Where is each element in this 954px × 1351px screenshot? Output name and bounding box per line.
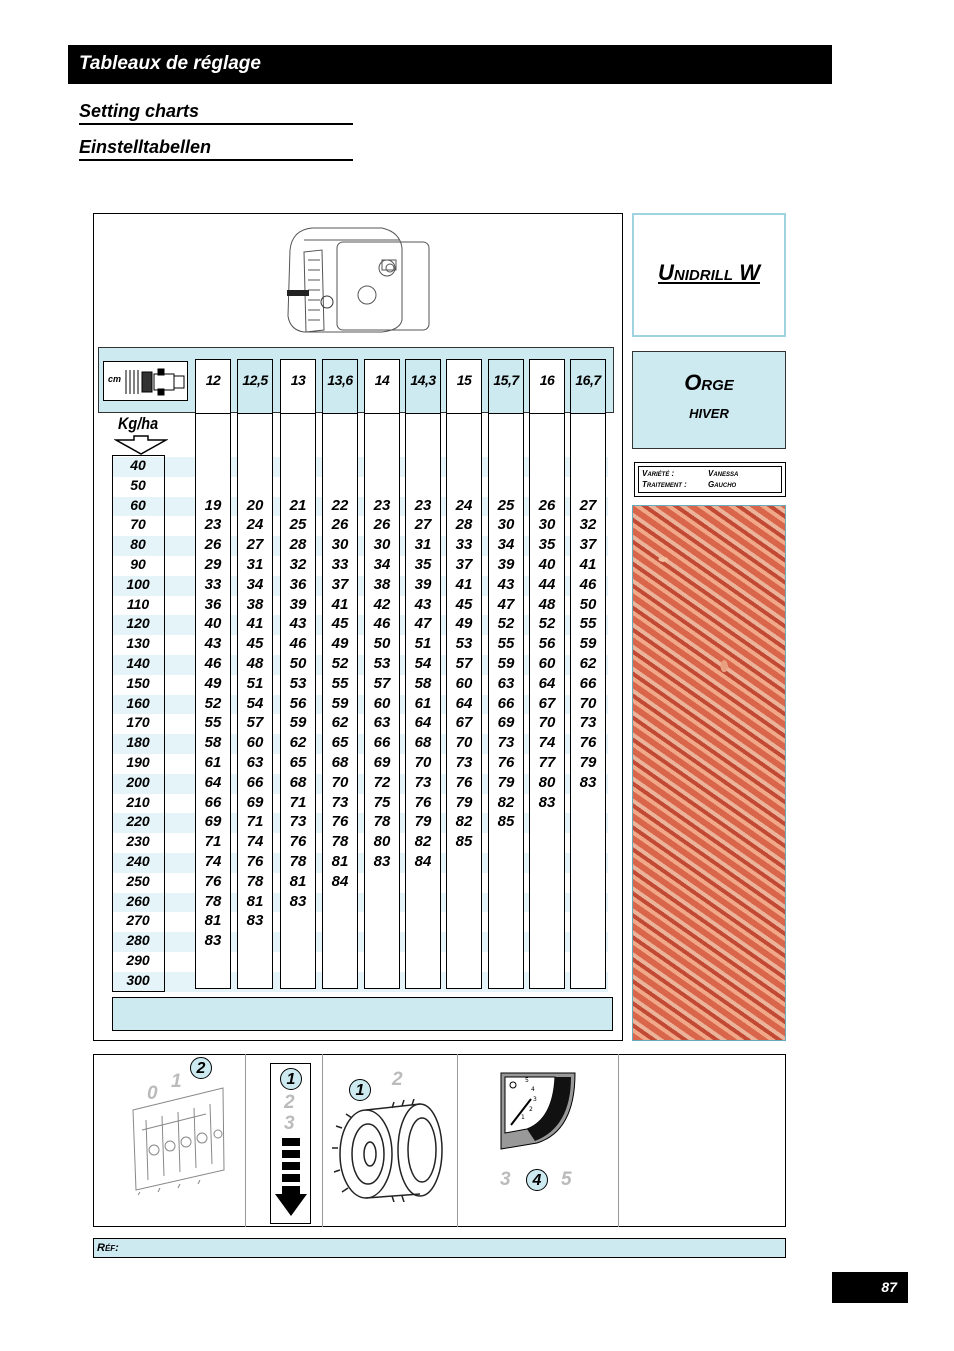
table-cell: 37 <box>579 536 597 554</box>
table-cell: 57 <box>246 714 264 732</box>
table-cell: 79 <box>455 793 473 811</box>
table-cell: 27 <box>246 536 264 554</box>
table-cell: 70 <box>414 754 432 771</box>
table-cell: 61 <box>204 754 222 771</box>
table-cell: 27 <box>414 516 432 534</box>
table-cell: 80 <box>373 833 391 851</box>
table-cell: 60 <box>373 694 391 712</box>
table-cell: 34 <box>497 536 515 554</box>
ladder-step-2: 2 <box>284 1092 295 1113</box>
table-cell: 19 <box>204 496 222 514</box>
table-cell: 54 <box>414 655 432 672</box>
rate-label: 240 <box>126 853 150 869</box>
table-cell: 47 <box>414 615 432 633</box>
table-cell: 26 <box>331 516 349 534</box>
table-cell: 35 <box>538 536 556 554</box>
table-cell: 33 <box>331 556 349 573</box>
table-cell: 62 <box>289 734 307 752</box>
table-cell: 50 <box>579 595 597 613</box>
table-cell: 36 <box>204 595 222 613</box>
rate-label: 50 <box>130 476 146 493</box>
table-cell: 41 <box>246 615 264 633</box>
table-cell: 51 <box>246 674 264 692</box>
table-cell: 71 <box>204 833 222 851</box>
table-cell: 21 <box>289 496 307 514</box>
table-cell: 81 <box>289 872 307 890</box>
column-header: 12,5 <box>238 360 272 414</box>
table-cell: 64 <box>538 674 556 692</box>
table-cell: 43 <box>204 635 222 653</box>
table-cell: 76 <box>497 754 515 771</box>
table-cell: 78 <box>204 892 222 910</box>
table-cell: 55 <box>579 615 597 633</box>
ref-label: Réf: <box>97 1242 119 1254</box>
table-cell: 33 <box>455 536 473 554</box>
rate-label: 170 <box>126 714 150 731</box>
table-cell: 56 <box>538 635 556 653</box>
table-cell: 60 <box>538 655 556 672</box>
table-cell: 68 <box>289 773 307 791</box>
table-cell: 48 <box>246 655 264 672</box>
rate-label: 290 <box>126 952 150 968</box>
table-cell: 63 <box>497 674 515 692</box>
variety-label: Variété : <box>642 469 675 478</box>
rate-label: 200 <box>126 773 150 790</box>
table-cell: 83 <box>538 793 556 811</box>
table-cell: 32 <box>579 516 597 534</box>
barley-seed-photo <box>632 505 786 1041</box>
subtitle-english: Setting charts <box>79 101 353 125</box>
table-cell: 43 <box>497 575 515 593</box>
table-cell: 83 <box>373 853 391 870</box>
table-cell: 83 <box>579 773 597 791</box>
table-cell: 55 <box>331 674 349 692</box>
table-cell: 79 <box>497 773 515 791</box>
table-cell: 59 <box>331 694 349 712</box>
table-cell: 24 <box>246 516 264 534</box>
table-cell: 81 <box>204 912 222 930</box>
table-cell: 69 <box>204 813 222 831</box>
table-cell: 73 <box>579 714 597 732</box>
table-cell: 45 <box>246 635 264 653</box>
table-cell: 76 <box>455 773 473 791</box>
table-cell: 76 <box>289 833 307 851</box>
ladder-step-3: 3 <box>284 1113 295 1134</box>
table-cell: 85 <box>497 813 515 831</box>
table-cell: 51 <box>414 635 432 653</box>
page-title: Tableaux de réglage <box>79 53 261 74</box>
table-cell: 85 <box>455 833 473 851</box>
rate-label: 260 <box>126 892 150 909</box>
column-header: 14,3 <box>406 360 440 414</box>
gearbox-digit-0: 0 <box>147 1083 158 1104</box>
table-cell: 73 <box>331 793 349 811</box>
table-cell: 23 <box>204 516 222 534</box>
table-cell: 76 <box>246 853 264 870</box>
table-cell: 78 <box>373 813 391 831</box>
svg-text:5: 5 <box>525 1077 529 1084</box>
table-cell: 46 <box>373 615 391 633</box>
table-cell: 58 <box>204 734 222 752</box>
table-cell: 38 <box>246 595 264 613</box>
table-cell: 53 <box>455 635 473 653</box>
table-cell: 82 <box>414 833 432 851</box>
table-cell: 65 <box>289 754 307 771</box>
table-cell: 23 <box>414 496 432 514</box>
table-cell: 72 <box>373 773 391 791</box>
table-cell: 66 <box>246 773 264 791</box>
metering-unit-illustration <box>282 220 432 345</box>
table-cell: 55 <box>497 635 515 653</box>
table-cell: 59 <box>497 655 515 672</box>
subtitle-german: Einstelltabellen <box>79 137 353 161</box>
table-cell: 42 <box>373 595 391 613</box>
crop-type: hiver <box>689 402 729 422</box>
table-cell: 48 <box>538 595 556 613</box>
table-cell: 67 <box>455 714 473 732</box>
title-bar <box>68 45 832 84</box>
table-cell: 74 <box>204 853 222 870</box>
kgha-label: Kg/ha <box>118 414 159 433</box>
table-cell: 22 <box>331 496 349 514</box>
drive-wheel-illustration <box>332 1098 450 1202</box>
column-header: 13,6 <box>323 360 357 414</box>
column-header: 12 <box>196 360 230 414</box>
table-cell: 63 <box>373 714 391 732</box>
cm-label: cm <box>108 374 122 384</box>
table-cell: 82 <box>455 813 473 831</box>
rate-label: 40 <box>130 457 146 473</box>
table-cell: 29 <box>204 556 222 573</box>
table-cell: 52 <box>331 655 349 672</box>
table-cell: 83 <box>204 932 222 950</box>
table-cell: 73 <box>289 813 307 831</box>
rate-label: 100 <box>126 575 150 592</box>
table-cell: 34 <box>246 575 264 593</box>
table-cell: 83 <box>246 912 264 930</box>
rate-label: 270 <box>126 912 150 929</box>
table-cell: 61 <box>414 694 432 712</box>
table-cell: 74 <box>538 734 556 752</box>
table-cell: 30 <box>538 516 556 534</box>
wheel-selected-badge: 1 <box>349 1079 371 1101</box>
table-cell: 26 <box>538 496 556 514</box>
table-cell: 73 <box>455 754 473 771</box>
rate-label: 120 <box>126 615 150 632</box>
dial-option-3: 3 <box>500 1169 511 1190</box>
table-cell: 69 <box>373 754 391 771</box>
tractor-icon <box>124 366 188 398</box>
rate-label: 60 <box>130 496 146 513</box>
rate-label: 230 <box>126 833 150 850</box>
table-cell: 70 <box>579 694 597 712</box>
table-cell: 45 <box>331 615 349 633</box>
table-cell: 31 <box>246 556 264 573</box>
table-cell: 75 <box>373 793 391 811</box>
table-cell: 33 <box>204 575 222 593</box>
variety-value: Vanessa <box>708 469 739 478</box>
table-cell: 45 <box>455 595 473 613</box>
column-header: 13 <box>281 360 315 414</box>
table-cell: 67 <box>538 694 556 712</box>
table-cell: 71 <box>246 813 264 831</box>
table-cell: 39 <box>497 556 515 573</box>
table-cell: 68 <box>414 734 432 752</box>
column-header: 15 <box>447 360 481 414</box>
table-cell: 74 <box>246 833 264 851</box>
page-number: 87 <box>881 1279 897 1295</box>
gearbox-selected-badge: 2 <box>190 1057 212 1079</box>
table-cell: 35 <box>414 556 432 573</box>
table-cell: 49 <box>204 674 222 692</box>
table-cell: 39 <box>289 595 307 613</box>
table-cell: 66 <box>204 793 222 811</box>
table-cell: 54 <box>246 694 264 712</box>
table-cell: 66 <box>579 674 597 692</box>
dial-selected-badge: 4 <box>526 1169 548 1191</box>
rate-label: 140 <box>126 655 150 671</box>
table-cell: 69 <box>246 793 264 811</box>
table-cell: 77 <box>538 754 556 771</box>
table-cell: 53 <box>373 655 391 672</box>
column-header: 16,7 <box>571 360 605 414</box>
table-cell: 41 <box>579 556 597 573</box>
table-cell: 64 <box>414 714 432 732</box>
table-cell: 76 <box>579 734 597 752</box>
table-cell: 84 <box>414 853 432 870</box>
table-cell: 60 <box>455 674 473 692</box>
table-cell: 44 <box>538 575 556 593</box>
svg-text:2: 2 <box>529 1106 533 1113</box>
gearbox-digit-1: 1 <box>171 1071 182 1092</box>
table-cell: 70 <box>538 714 556 732</box>
table-cell: 55 <box>204 714 222 732</box>
table-cell: 83 <box>289 892 307 910</box>
rate-label: 70 <box>130 516 146 533</box>
table-cell: 38 <box>373 575 391 593</box>
table-cell: 30 <box>497 516 515 534</box>
table-cell: 70 <box>455 734 473 752</box>
table-cell: 23 <box>373 496 391 514</box>
svg-text:1: 1 <box>521 1114 525 1121</box>
rate-label: 280 <box>126 932 150 949</box>
table-cell: 37 <box>455 556 473 573</box>
table-cell: 65 <box>331 734 349 752</box>
table-cell: 73 <box>497 734 515 752</box>
column-header: 15,7 <box>489 360 523 414</box>
table-cell: 24 <box>455 496 473 514</box>
gearbox-illustration <box>128 1080 228 1198</box>
table-cell: 69 <box>497 714 515 732</box>
table-cell: 57 <box>373 674 391 692</box>
rate-label: 150 <box>126 674 150 691</box>
column-header: 16 <box>530 360 564 414</box>
table-cell: 30 <box>331 536 349 554</box>
table-cell: 53 <box>289 674 307 692</box>
table-cell: 37 <box>331 575 349 593</box>
table-cell: 64 <box>455 694 473 712</box>
table-cell: 32 <box>289 556 307 573</box>
table-cell: 28 <box>455 516 473 534</box>
table-cell: 78 <box>246 872 264 890</box>
table-cell: 26 <box>373 516 391 534</box>
table-cell: 30 <box>373 536 391 554</box>
table-cell: 82 <box>497 793 515 811</box>
trap-dial-illustration <box>497 1069 579 1151</box>
table-cell: 59 <box>579 635 597 653</box>
page-number-box <box>832 1272 908 1303</box>
table-cell: 43 <box>414 595 432 613</box>
table-cell: 78 <box>289 853 307 870</box>
rate-label: 250 <box>126 872 150 889</box>
table-cell: 39 <box>414 575 432 593</box>
table-cell: 50 <box>373 635 391 653</box>
table-cell: 28 <box>289 536 307 554</box>
table-cell: 41 <box>455 575 473 593</box>
rate-label: 180 <box>126 734 150 751</box>
table-cell: 49 <box>455 615 473 633</box>
table-cell: 84 <box>331 872 349 890</box>
table-cell: 46 <box>204 655 222 672</box>
rate-label: 80 <box>130 536 146 553</box>
table-cell: 79 <box>414 813 432 831</box>
table-cell: 63 <box>246 754 264 771</box>
arrow-down-icon <box>114 434 168 456</box>
table-cell: 57 <box>455 655 473 672</box>
variety-box <box>634 462 786 497</box>
table-cell: 71 <box>289 793 307 811</box>
table-cell: 52 <box>497 615 515 633</box>
table-cell: 31 <box>414 536 432 554</box>
treatment-value: Gaucho <box>708 480 737 489</box>
rate-label: 220 <box>126 813 150 830</box>
table-cell: 76 <box>204 872 222 890</box>
table-cell: 41 <box>331 595 349 613</box>
rate-label: 300 <box>126 971 150 988</box>
table-cell: 43 <box>289 615 307 633</box>
reference-band <box>93 1238 786 1258</box>
dial-option-5: 5 <box>561 1169 572 1190</box>
table-cell: 50 <box>289 655 307 672</box>
rate-label: 190 <box>126 754 150 770</box>
table-cell: 60 <box>246 734 264 752</box>
table-cell: 49 <box>331 635 349 653</box>
table-cell: 73 <box>414 773 432 791</box>
table-cell: 46 <box>579 575 597 593</box>
rate-label: 210 <box>126 793 150 810</box>
table-cell: 52 <box>204 694 222 712</box>
table-cell: 76 <box>414 793 432 811</box>
seed-drill-row-icon <box>103 361 188 401</box>
table-cell: 52 <box>538 615 556 633</box>
table-cell: 78 <box>331 833 349 851</box>
table-cell: 68 <box>331 754 349 771</box>
table-cell: 40 <box>538 556 556 573</box>
table-footer-band <box>112 997 613 1031</box>
ladder-arrow-down-icon <box>273 1136 309 1220</box>
table-cell: 76 <box>331 813 349 831</box>
table-cell: 64 <box>204 773 222 791</box>
table-cell: 62 <box>579 655 597 672</box>
crop-name: Orge <box>684 370 734 395</box>
table-cell: 62 <box>331 714 349 732</box>
wheel-option-2: 2 <box>392 1069 403 1090</box>
svg-text:4: 4 <box>531 1086 535 1093</box>
table-cell: 58 <box>414 674 432 692</box>
ladder-selected-badge: 1 <box>280 1068 302 1090</box>
table-cell: 81 <box>331 853 349 870</box>
table-cell: 47 <box>497 595 515 613</box>
crop-box <box>632 351 786 449</box>
rate-label: 110 <box>126 595 150 612</box>
table-cell: 46 <box>289 635 307 653</box>
table-cell: 80 <box>538 773 556 791</box>
rate-label: 90 <box>130 556 146 572</box>
table-cell: 36 <box>289 575 307 593</box>
treatment-label: Traitement : <box>642 480 687 489</box>
table-cell: 27 <box>579 496 597 514</box>
table-cell: 66 <box>373 734 391 752</box>
table-cell: 20 <box>246 496 264 514</box>
table-cell: 40 <box>204 615 222 633</box>
table-cell: 26 <box>204 536 222 554</box>
rate-label: 130 <box>126 635 150 652</box>
table-cell: 81 <box>246 892 264 910</box>
model-box <box>632 213 786 337</box>
table-cell: 66 <box>497 694 515 712</box>
table-cell: 70 <box>331 773 349 791</box>
table-cell: 34 <box>373 556 391 573</box>
table-cell: 25 <box>289 516 307 534</box>
svg-text:3: 3 <box>533 1096 537 1103</box>
column-header: 14 <box>365 360 399 414</box>
table-cell: 56 <box>289 694 307 712</box>
table-cell: 25 <box>497 496 515 514</box>
model-name: Unidrill W <box>658 260 760 285</box>
rate-label: 160 <box>126 694 150 711</box>
table-cell: 59 <box>289 714 307 732</box>
table-cell: 79 <box>579 754 597 771</box>
